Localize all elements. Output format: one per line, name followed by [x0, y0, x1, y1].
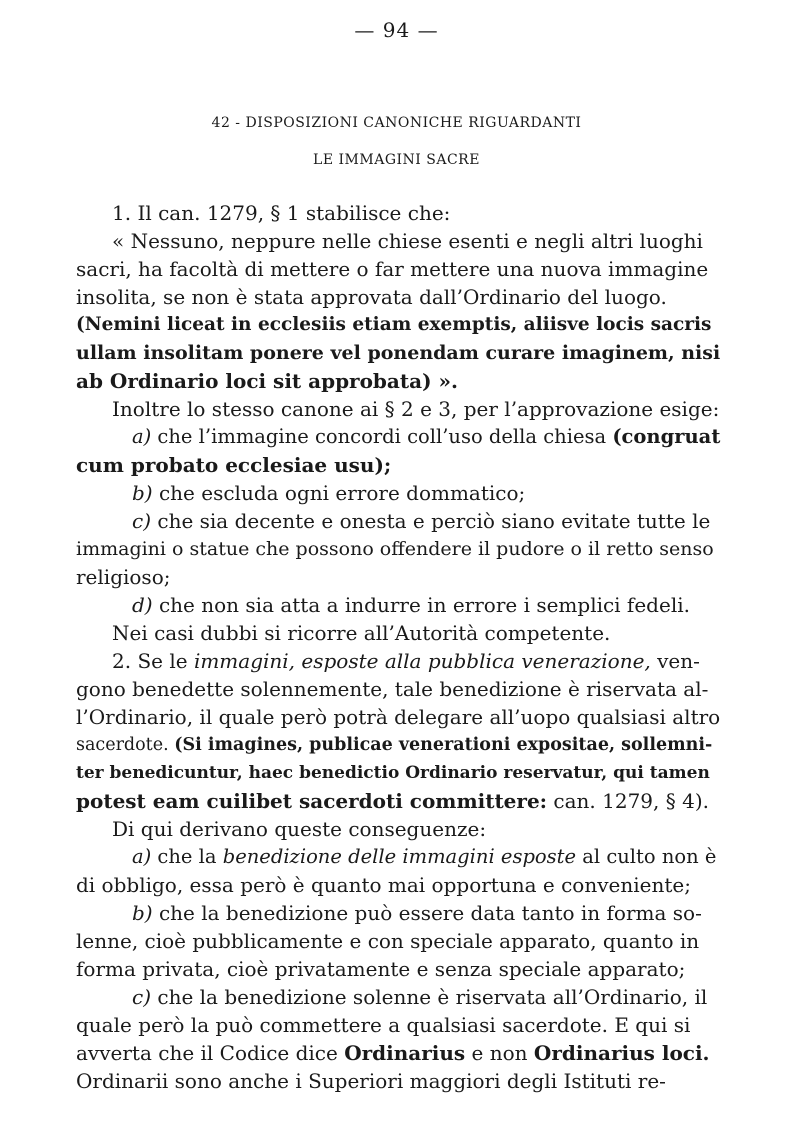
text-span: che la benedizione solenne è riservata all’Ordinario, il: [151, 985, 708, 1009]
text-span: che la: [151, 845, 223, 868]
list-letter: b): [132, 901, 153, 925]
text-line: Inoltre lo stesso canone ai § 2 e 3, per l’approvazione esige:: [112, 397, 720, 421]
text-span: sacerdote.: [76, 735, 175, 755]
text-line: [76, 1039, 710, 1067]
text-span: che l’immagine concordi coll’uso della chiesa: [151, 425, 613, 448]
text-span: che non sia atta a indurre in errore i semplici fedeli.: [152, 593, 690, 617]
text-line: ter benedicuntur, haec benedictio Ordinario reservatur, qui tamen: [76, 763, 710, 783]
text-line: ullam insolitam ponere vel ponendam curare imaginem, nisi: [76, 342, 721, 364]
text-span: e non: [465, 1041, 534, 1065]
text-span: che la benedizione può essere data tanto in forma so-: [152, 901, 702, 925]
text-span: (Si imagines, publicae venerationi expositae, sollemni-: [174, 735, 713, 755]
text-line: (Nemini liceat in ecclesiis etiam exemptis, aliisve locis sacris: [76, 314, 712, 335]
text-line: [112, 647, 700, 675]
text-line: [76, 787, 709, 815]
text-line: forma privata, cioè privatamente e senza speciale apparato;: [76, 957, 686, 981]
text-line: [76, 367, 458, 395]
text-line: « Nessuno, neppure nelle chiese esenti e negli altri luoghi: [112, 229, 703, 253]
text-line: Nei casi dubbi si ricorre all’Autorità competente.: [112, 621, 611, 645]
text-line: [76, 731, 712, 759]
text-line: religioso;: [76, 565, 171, 589]
text-line: sacri, ha facoltà di mettere o far mettere una nuova immagine: [76, 257, 709, 281]
text-line: di obbligo, essa però è quanto mai opportuna e conveniente;: [76, 873, 691, 897]
text-span: 2. Se le: [112, 649, 194, 673]
text-span: Ordinarius: [344, 1041, 466, 1065]
text-span: ven-: [650, 649, 700, 673]
list-letter: c): [132, 509, 152, 533]
text-span: che sia decente e onesta e perciò siano evitate tutte le: [151, 509, 711, 533]
text-line: gono benedette solennemente, tale benedizione è riservata al-: [76, 677, 709, 701]
text-span: benedizione delle immagini esposte: [222, 845, 577, 868]
text-span: immagini, esposte alla pubblica venerazione,: [193, 649, 651, 673]
list-letter: d): [132, 593, 153, 617]
text-line: [132, 983, 707, 1011]
text-line: [132, 843, 716, 871]
list-letter: a): [132, 845, 152, 868]
section-title-line-1: 42 - DISPOSIZIONI CANONICHE RIGUARDANTI: [211, 115, 582, 131]
text-span: ab Ordinario loci sit approbata) ».: [76, 369, 458, 393]
text-line: [132, 507, 710, 535]
text-span: can. 1279, § 4).: [547, 789, 709, 813]
text-span: al culto non è: [576, 845, 717, 868]
text-line: immagini o statue che possono offendere il pudore o il retto senso: [76, 538, 714, 560]
text-span: avverta che il Codice dice: [76, 1041, 345, 1065]
text-line: quale però la può commettere a qualsiasi sacerdote. E qui si: [76, 1013, 691, 1037]
section-title-line-2: LE IMMAGINI SACRE: [313, 152, 480, 168]
text-span: che escluda ogni errore dommatico;: [152, 481, 526, 505]
text-span: (congruat: [612, 425, 721, 448]
list-letter: b): [132, 481, 153, 505]
text-line: Di qui derivano queste conseguenze:: [112, 817, 487, 841]
text-line: insolita, se non è stata approvata dall’Ordinario del luogo.: [76, 285, 667, 309]
text-line: Ordinarii sono anche i Superiori maggiori degli Istituti re-: [76, 1069, 666, 1093]
list-letter: a): [132, 425, 152, 448]
text-line: l’Ordinario, il quale però potrà delegare all’uopo qualsiasi altro: [76, 705, 721, 729]
text-line: [132, 479, 525, 507]
list-letter: c): [132, 985, 152, 1009]
text-span: Ordinarius loci.: [533, 1041, 710, 1065]
text-line: 1. Il can. 1279, § 1 stabilisce che:: [112, 201, 451, 225]
text-line: lenne, cioè pubblicamente e con speciale apparato, quanto in: [76, 929, 700, 953]
text-line: cum probato ecclesiae usu);: [76, 453, 392, 477]
page-number: — 94 —: [354, 18, 439, 42]
text-line: [132, 423, 720, 451]
text-line: [132, 591, 690, 619]
text-line: [132, 899, 702, 927]
text-span: potest eam cuilibet sacerdoti committere:: [76, 789, 548, 813]
